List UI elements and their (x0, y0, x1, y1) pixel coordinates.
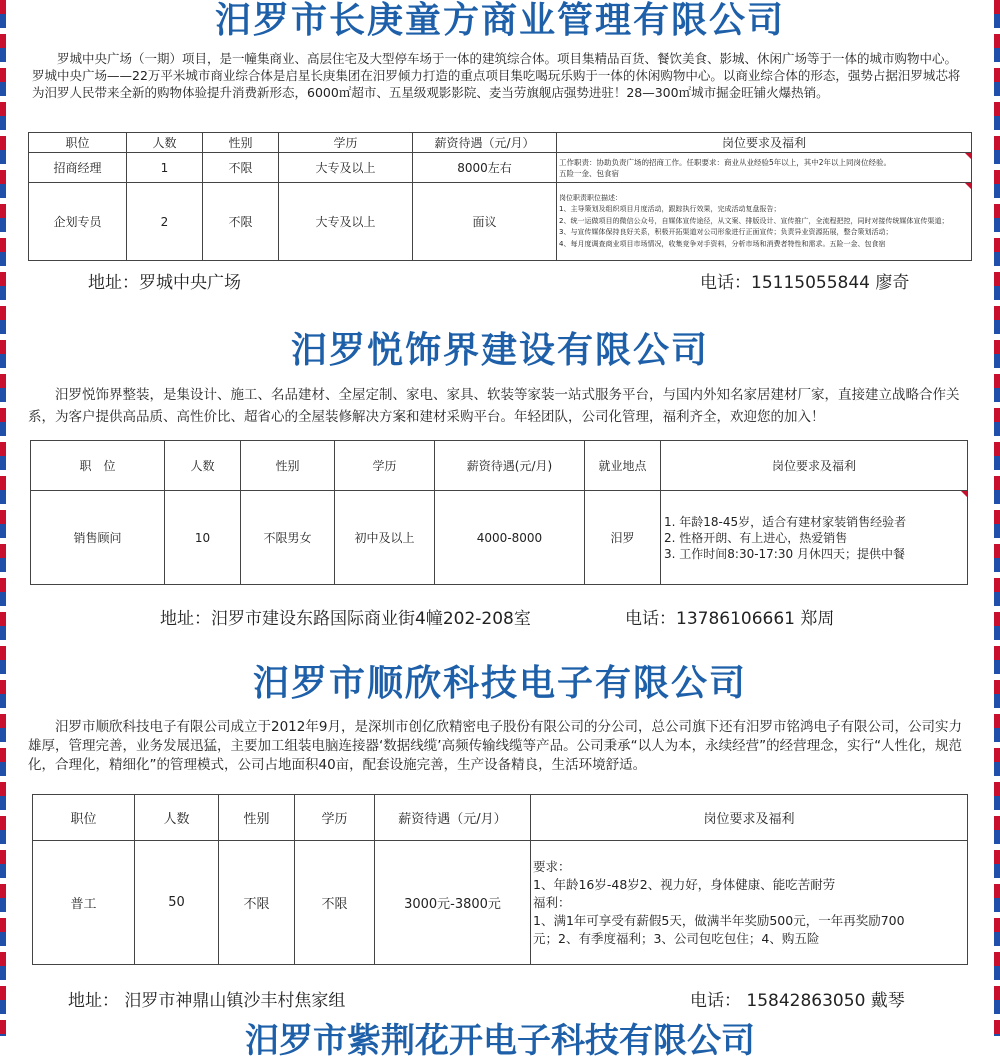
table-row (29, 153, 972, 183)
cell-salary: 4000-8000 (435, 491, 585, 585)
table-header-row (33, 795, 968, 841)
header-gender: 性别 (241, 441, 335, 491)
header-position: 职位 (33, 795, 135, 841)
cell-position: 招商经理 (29, 153, 127, 183)
cell-count: 10 (165, 491, 241, 585)
cell-location: 汨罗 (585, 491, 661, 585)
job-table-1-wrap (28, 132, 972, 261)
cell-requirements (661, 491, 968, 585)
requirement-line: 1、主导策划及组织项目月度活动，跟踪执行效果，完成活动复盘报告； (559, 205, 781, 214)
cell-count: 50 (135, 841, 219, 965)
table-header-row (31, 441, 968, 491)
cell-count: 2 (127, 183, 203, 261)
requirement-line: 1. 年龄18-45岁，适合有建材家装销售经验者 (664, 514, 907, 529)
job-table-3 (32, 794, 968, 965)
company-phone: 电话：15115055844 廖奇 (700, 273, 910, 293)
company-intro: 汨罗悦饰界整装，是集设计、施工、名品建材、全屋定制、家电、家具、软装等家装一站式服务平台，与国内外知名家居建材厂家，直接建立战略合作关系，为客户提供高品质、高性价比、超省心的全屋装修解决方案和建材采购平台。年轻团队，公司化管理，福利齐全，欢迎您的加入！ (28, 387, 960, 425)
header-requirements: 岗位要求及福利 (661, 441, 968, 491)
table-row (31, 491, 968, 585)
header-requirements: 岗位要求及福利 (531, 795, 968, 841)
table-header-row (29, 133, 972, 153)
requirement-line: 4、每月度调查商业项目市场情况，收集竞争对手资料，分析市场和消费者特性和需求。五险一金、包食宿 (559, 239, 886, 248)
cell-gender: 不限 (219, 841, 295, 965)
header-education: 学历 (295, 795, 375, 841)
header-requirements: 岗位要求及福利 (557, 133, 972, 153)
header-count: 人数 (135, 795, 219, 841)
job-table-3-wrap (32, 794, 968, 965)
company-address: 地址： 汨罗市神鼎山镇沙丰村焦家组 (68, 991, 346, 1011)
cell-education: 不限 (295, 841, 375, 965)
requirement-line: 工作职责：协助负责广场的招商工作。任职要求：商业从业经验5年以上，其中2年以上同岗位经验。 (559, 157, 892, 167)
cell-count: 1 (127, 153, 203, 183)
company-title: 汨罗市长庚童方商业管理有限公司 (214, 0, 785, 41)
company-section-1 (28, 0, 972, 101)
requirement-line: 岗位职责职位描述： (559, 193, 622, 202)
cell-education: 初中及以上 (335, 491, 435, 585)
cell-gender: 不限 (203, 153, 279, 183)
requirement-line: 3、与宣传媒体保持良好关系，积极开拓渠道对公司形象进行正面宣传；负责异业资源拓展，整合策划活动； (559, 228, 893, 237)
job-table-1 (28, 132, 972, 261)
cell-gender: 不限 (203, 183, 279, 261)
table-row (29, 183, 972, 261)
cell-salary: 3000元-3800元 (375, 841, 531, 965)
requirement-line: 1、年龄16岁-48岁2、视力好，身体健康、能吃苦耐劳 (533, 876, 836, 892)
cell-gender: 不限男女 (241, 491, 335, 585)
cell-position: 普工 (33, 841, 135, 965)
header-position: 职位 (29, 133, 127, 153)
decorative-right-border (994, 0, 1000, 1036)
header-position: 职 位 (31, 441, 165, 491)
cell-requirements (557, 153, 972, 183)
company-address: 地址：罗城中央广场 (88, 273, 241, 293)
requirement-line: 2. 性格开朗、有上进心，热爱销售 (664, 530, 848, 545)
company-title: 汨罗悦饰界建设有限公司 (290, 330, 709, 371)
header-gender: 性别 (219, 795, 295, 841)
company-phone: 电话： 15842863050 戴琴 (690, 991, 905, 1011)
header-location: 就业地点 (585, 441, 661, 491)
company-intro: 汨罗市顺欣科技电子有限公司成立于2012年9月，是深圳市创亿欣精密电子股份有限公司的分公司，总公司旗下还有汨罗市铭鸿电子有限公司，公司实力雄厚，管理完善，业务发展迅猛，主要加工组装电脑连接器‘数据线缆’高频传输线缆等产品。公司秉承“以人为本，永续经营”的经营理念，实行“人性化，规范化，合理化，精细化”的管理模式，公司占地面积40亩，配套设施完善，生产设备精良，生活环境舒适。 (28, 719, 963, 773)
job-table-2-wrap (30, 440, 968, 585)
company-intro: 罗城中央广场（一期）项目，是一幢集商业、高层住宅及大型停车场于一体的建筑综合体。项目集精品百货、餐饮美食、影城、休闲广场等于一体的城市购物中心。罗城中央广场——22万平米城市商业综合体是启星长庚集团在汨罗倾力打造的重点项目集吃喝玩乐购于一体的休闲购物中心。以商业综合体的形态，强势占据汨罗城芯将为汨罗人民带来全新的购物体验提升消费新形态，6000㎡超市、五星级观影影院、麦当劳旗舰店强势进驻！28—300㎡城市掘金旺铺火爆热销。 (32, 51, 961, 100)
cell-position: 销售顾问 (31, 491, 165, 585)
header-education: 学历 (279, 133, 413, 153)
requirement-line: 2、统一运做项目的微信公众号，自媒体宣传途径，从文案、排版设计、宣传推广，全流程把控，同时对接传统媒体宣传渠道； (559, 216, 949, 225)
cell-salary: 面议 (413, 183, 557, 261)
requirement-line: 五险一金、包食宿 (559, 168, 619, 178)
job-table-2 (30, 440, 968, 585)
cell-requirements (557, 183, 972, 261)
decorative-left-border (0, 0, 6, 1036)
requirement-line: 3. 工作时间8:30-17:30 月休四天；提供中餐 (664, 546, 905, 561)
requirement-line: 福利： (533, 894, 571, 910)
cell-salary: 8000左右 (413, 153, 557, 183)
company-section-3 (28, 662, 972, 775)
header-count: 人数 (165, 441, 241, 491)
cell-education: 大专及以上 (279, 183, 413, 261)
company-phone: 电话：13786106661 郑周 (625, 609, 835, 629)
cell-requirements (531, 841, 968, 965)
header-salary: 薪资待遇（元/月） (413, 133, 557, 153)
table-row (33, 841, 968, 965)
next-company-title: 汨罗市紫荆花开电子科技有限公司 (245, 1021, 755, 1061)
cell-position: 企划专员 (29, 183, 127, 261)
header-salary: 薪资待遇（元/月） (375, 795, 531, 841)
header-education: 学历 (335, 441, 435, 491)
company-section-2 (28, 330, 972, 428)
company-title: 汨罗市顺欣科技电子有限公司 (252, 663, 747, 704)
requirement-line: 1、满1年可享受有薪假5天，做满半年奖励500元，一年再奖励700 (533, 912, 905, 928)
header-salary: 薪资待遇(元/月) (435, 441, 585, 491)
requirement-line: 要求： (533, 858, 571, 874)
company-address: 地址：汨罗市建设东路国际商业街4幢202-208室 (160, 609, 531, 629)
next-company-title-partial (28, 1021, 972, 1061)
requirement-line: 元；2、有季度福利；3、公司包吃包住；4、购五险 (533, 930, 820, 946)
header-count: 人数 (127, 133, 203, 153)
header-gender: 性别 (203, 133, 279, 153)
cell-education: 大专及以上 (279, 153, 413, 183)
